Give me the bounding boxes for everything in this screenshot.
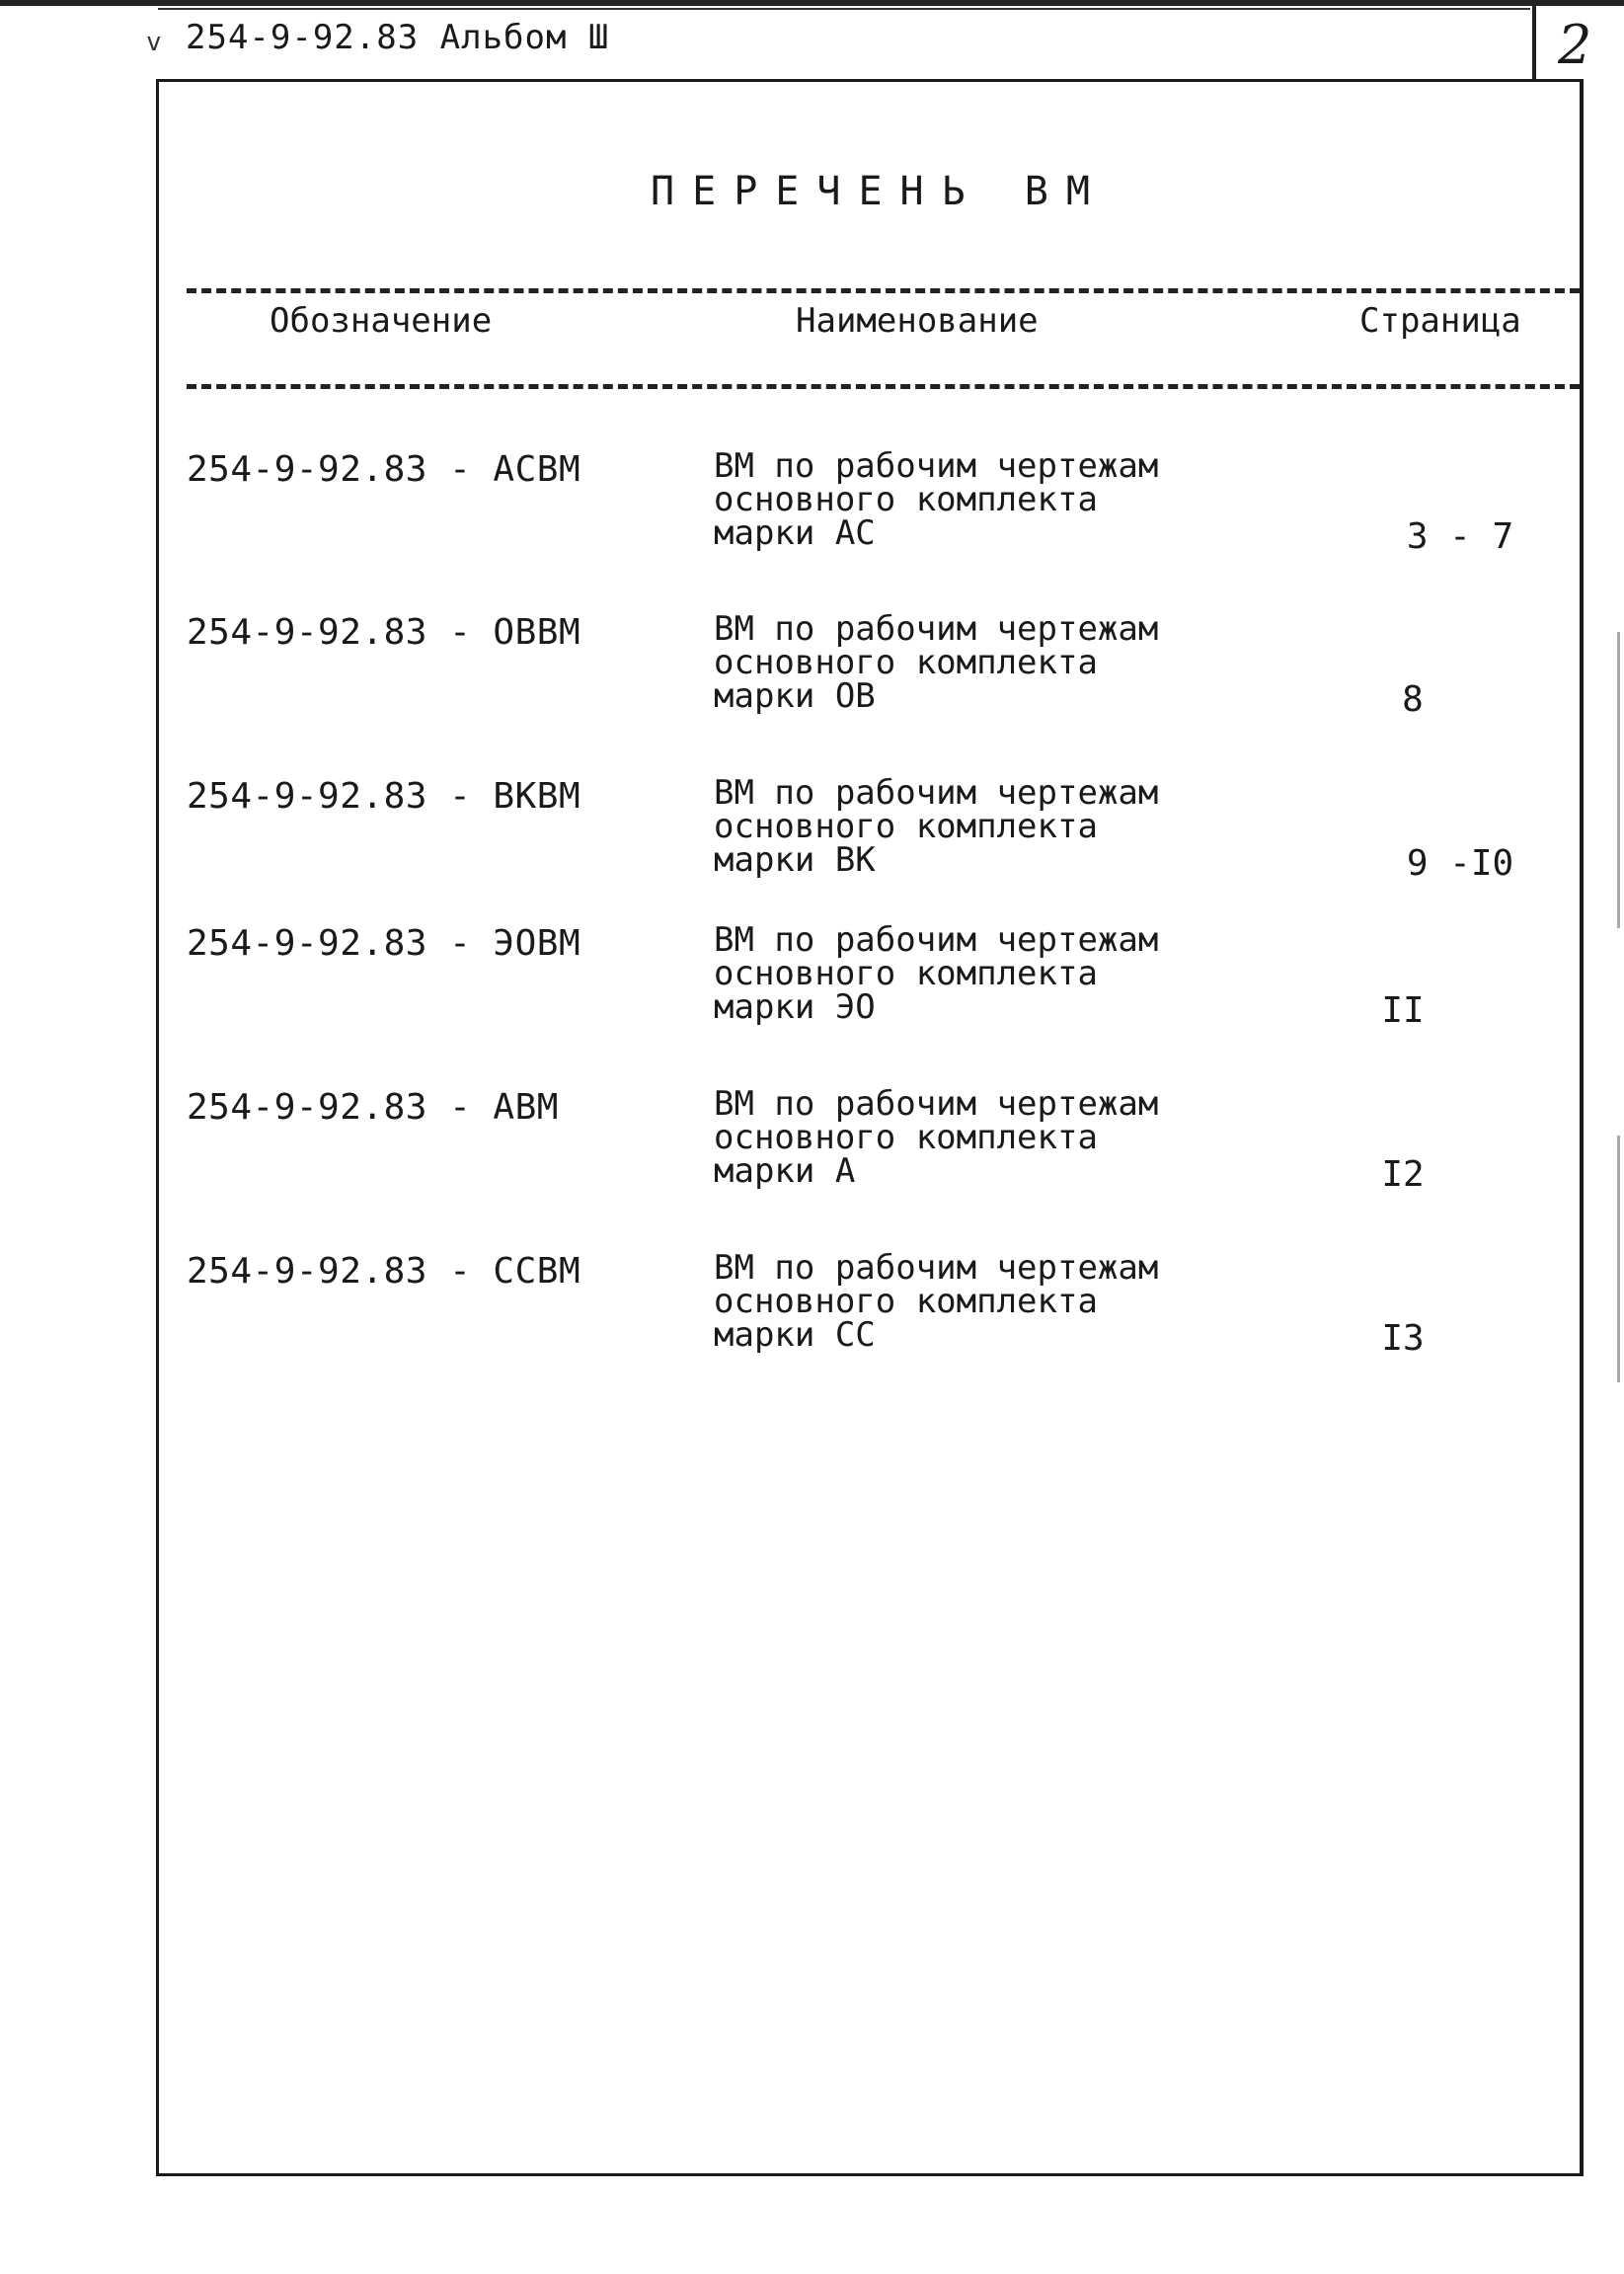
item-page: 8: [1402, 679, 1424, 720]
item-designation: 254-9-92.83 - АВМ: [187, 1087, 559, 1128]
scan-edge-mark: [1617, 1136, 1620, 1382]
item-page: 9 -I0: [1406, 843, 1514, 884]
header-divider-bottom: [187, 384, 1580, 389]
column-header-designation: Обозначение: [270, 301, 493, 341]
top-border-line-inner: [158, 8, 1530, 10]
item-page: I2: [1381, 1154, 1425, 1195]
item-designation: 254-9-92.83 - ЭОВМ: [187, 923, 581, 964]
item-name: ВМ по рабочим чертежам основного комплекта марки ЭО: [714, 920, 1159, 1027]
item-page: I3: [1381, 1318, 1425, 1359]
check-mark: v: [146, 28, 162, 57]
item-name: ВМ по рабочим чертежам основного комплекта марки ОВ: [714, 609, 1159, 716]
page-number: 2: [1558, 14, 1592, 76]
item-designation: 254-9-92.83 - ССВМ: [187, 1251, 581, 1292]
item-name: ВМ по рабочим чертежам основного комплекта марки АС: [714, 446, 1159, 553]
item-name: ВМ по рабочим чертежам основного комплекта марки ВК: [714, 773, 1159, 880]
document-title: ПЕРЕЧЕНЬ ВМ: [651, 169, 1108, 214]
document-code-header: 254-9-92.83 Альбом Ш: [186, 18, 610, 57]
item-page: II: [1381, 990, 1425, 1031]
header-divider-top: [187, 288, 1580, 293]
item-name: ВМ по рабочим чертежам основного комплекта марки СС: [714, 1248, 1159, 1355]
column-header-name: Наименование: [796, 301, 1039, 341]
scan-edge-mark: [1617, 632, 1620, 928]
top-border-line: [0, 0, 1624, 6]
column-header-page: Страница: [1359, 301, 1521, 341]
page-number-divider: [1532, 6, 1536, 79]
item-page: 3 - 7: [1406, 516, 1514, 557]
item-designation: 254-9-92.83 - ОВВМ: [187, 612, 581, 653]
item-designation: 254-9-92.83 - АСВМ: [187, 449, 581, 490]
document-frame: [156, 79, 1584, 2176]
item-name: ВМ по рабочим чертежам основного комплекта марки А: [714, 1084, 1159, 1191]
item-designation: 254-9-92.83 - ВКВМ: [187, 776, 581, 817]
